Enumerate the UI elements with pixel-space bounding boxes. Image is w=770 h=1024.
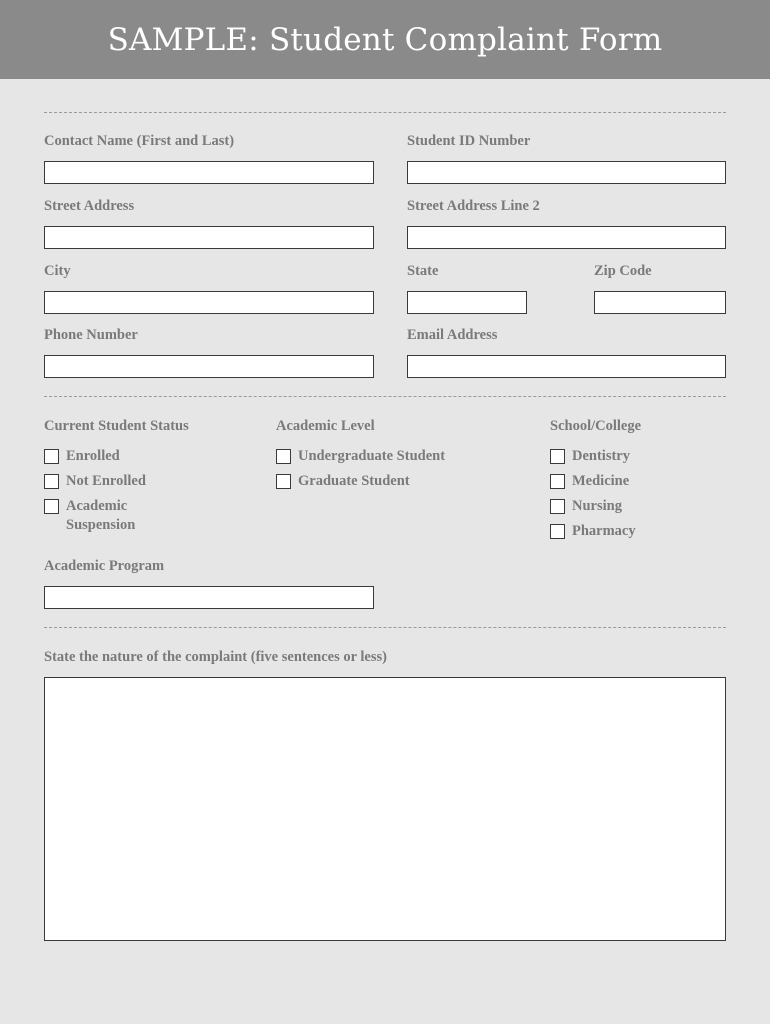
state-field[interactable] — [407, 291, 527, 314]
school-option-pharmacy[interactable] — [550, 522, 636, 541]
complaint-label: State the nature of the complaint (five sentences or less) — [44, 649, 387, 665]
not-enrolled-label: Not Enrolled — [66, 473, 146, 489]
street-address-2-field[interactable] — [407, 226, 726, 249]
level-option-undergraduate[interactable] — [276, 447, 445, 466]
medicine-checkbox[interactable] — [550, 474, 565, 489]
form-header — [0, 0, 770, 79]
status-option-enrolled[interactable] — [44, 447, 120, 466]
level-option-graduate[interactable] — [276, 472, 410, 491]
academic-program-label: Academic Program — [44, 558, 165, 574]
student-id-field[interactable] — [407, 161, 726, 184]
academic-level-label: Academic Level — [276, 418, 375, 434]
enrolled-label: Enrolled — [66, 448, 120, 464]
pharmacy-label: Pharmacy — [572, 523, 636, 539]
pharmacy-checkbox[interactable] — [550, 524, 565, 539]
section-divider — [44, 627, 726, 628]
undergraduate-checkbox[interactable] — [276, 449, 291, 464]
street-address-label: Street Address — [44, 198, 135, 214]
contact-name-label: Contact Name (First and Last) — [44, 133, 235, 149]
academic-program-field[interactable] — [44, 586, 374, 609]
medicine-label: Medicine — [572, 473, 630, 489]
city-field[interactable] — [44, 291, 374, 314]
street-address-2-label: Street Address Line 2 — [407, 198, 540, 214]
street-address-field[interactable] — [44, 226, 374, 249]
contact-name-field[interactable] — [44, 161, 374, 184]
graduate-label: Graduate Student — [298, 473, 410, 489]
status-option-not-enrolled[interactable] — [44, 472, 146, 491]
form-title: SAMPLE: Student Complaint Form — [107, 21, 663, 58]
email-address-label: Email Address — [407, 327, 498, 343]
complaint-textarea[interactable] — [44, 677, 726, 941]
zip-code-label: Zip Code — [594, 263, 652, 279]
school-option-nursing[interactable] — [550, 497, 622, 516]
dentistry-checkbox[interactable] — [550, 449, 565, 464]
section-divider — [44, 112, 726, 113]
city-label: City — [44, 263, 71, 279]
phone-number-label: Phone Number — [44, 327, 138, 343]
enrolled-checkbox[interactable] — [44, 449, 59, 464]
graduate-checkbox[interactable] — [276, 474, 291, 489]
status-option-academic-suspension[interactable] — [44, 497, 154, 535]
state-label: State — [407, 263, 439, 279]
school-college-label: School/College — [550, 418, 642, 434]
section-divider — [44, 396, 726, 397]
nursing-checkbox[interactable] — [550, 499, 565, 514]
email-address-field[interactable] — [407, 355, 726, 378]
academic-suspension-checkbox[interactable] — [44, 499, 59, 514]
student-status-label: Current Student Status — [44, 418, 189, 434]
school-option-medicine[interactable] — [550, 472, 629, 491]
student-id-label: Student ID Number — [407, 133, 531, 149]
dentistry-label: Dentistry — [572, 448, 630, 464]
not-enrolled-checkbox[interactable] — [44, 474, 59, 489]
school-option-dentistry[interactable] — [550, 447, 630, 466]
zip-code-field[interactable] — [594, 291, 726, 314]
phone-number-field[interactable] — [44, 355, 374, 378]
academic-suspension-label: Academic Suspension — [66, 498, 136, 533]
undergraduate-label: Undergraduate Student — [298, 448, 446, 464]
nursing-label: Nursing — [572, 498, 622, 514]
